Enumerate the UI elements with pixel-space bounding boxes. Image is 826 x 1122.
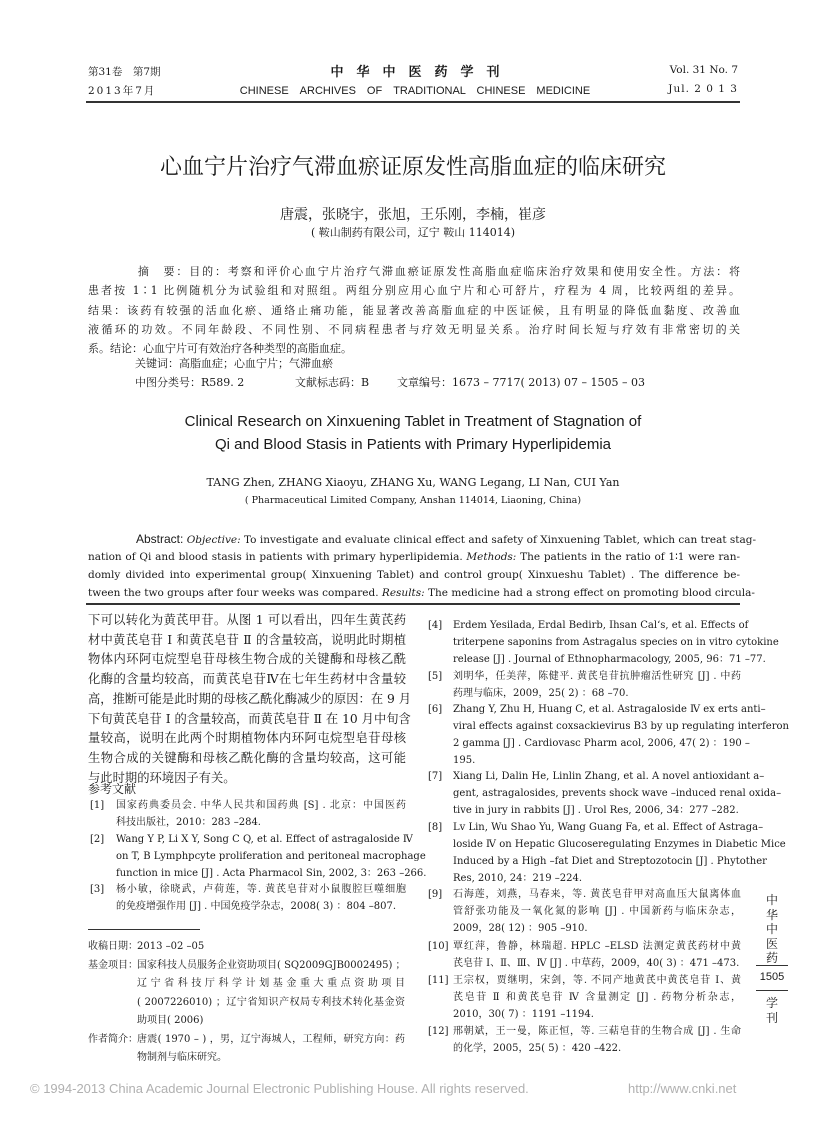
side-tab-bottom-text: 学 刊 <box>765 996 778 1025</box>
reference-line: 科技出版社，2010：283 –284. <box>116 817 261 828</box>
cnki-link[interactable]: http://www.cnki.net <box>628 1081 737 1096</box>
body-paragraph-line: 下旬黄芪皂苷 Ⅰ 的含量较高，而黄芪皂苷 Ⅱ 在 10 月中旬含 <box>88 711 411 726</box>
footnote-text: 2013 –02 –05 <box>137 941 205 952</box>
article-number-value: 1673 – 7717( 2013) 07 – 1505 – 03 <box>452 376 646 389</box>
body-paragraph-line: 化酶的含量均较高，而黄芪皂苷Ⅳ在七年生药材中含量较 <box>88 672 406 687</box>
footnote-label: 收稿日期： <box>88 941 138 952</box>
affiliation-cn: ( 鞍山制药有限公司，辽宁 鞍山 114014) <box>310 226 516 239</box>
clc-label: 中图分类号： <box>135 376 201 389</box>
abstract-en-line: domly divided into experimental group( Xinxuening Tablet) and control group( Xinxueshu Tablet) . The difference be- <box>88 569 740 581</box>
side-tab-bottom <box>756 996 788 1026</box>
header-rule <box>86 101 740 103</box>
body-paragraph-line: 材中黄芪皂苷 Ⅰ 和黄芪皂苷 Ⅱ 的含量较高，说明此时期植 <box>88 632 406 647</box>
journal-title-cn: 中 华 中 医 药 学 刊 <box>330 64 500 79</box>
reference-line: viral effects against coxsackievirus B3 by up regulating interferon <box>453 721 789 732</box>
reference-line: Lv Lin, Wu Shao Yu, Wang Guang Fa, et al. Effect of Astraga– <box>453 822 764 833</box>
abstract-cn-text: 目的：考察和评价心血宁片治疗气滞血瘀证原发性高脂血症临床治疗效果和使用安全性。方法：将 <box>189 265 741 278</box>
body-paragraph-line: 生物合成的关键酶和母核乙酰化酶的含量均较高，这可能 <box>88 750 406 765</box>
reference-line: Erdem Yesilada, Erdal Bedirb, Ihsan Cal‘s, et al. Effects of <box>453 620 749 631</box>
side-tab-top: 中 华 中 医 药 <box>765 893 778 965</box>
authors-en: TANG Zhen, ZHANG Xiaoyu, ZHANG Xu, WANG Legang, LI Nan, CUI Yan <box>206 476 620 489</box>
reference-line: Res, 2010, 24：219 –224. <box>453 873 582 884</box>
footnote-text: 辽宁省科技厅科学计划基金重大重点资助项目 <box>137 978 405 989</box>
reference-line: 芪皂苷 Ⅱ 和黄芪皂苷 Ⅳ 含量测定 [J] . 药物分析杂志， <box>453 992 741 1003</box>
methods-label: Methods: <box>466 551 517 563</box>
reference-line: 石海莲，刘燕，马春来，等. 黄芪皂苷甲对高血压大鼠离体血 <box>453 889 741 900</box>
reference-line: gent, astragalosides, prevents shock wave –induced renal oxida– <box>453 788 782 799</box>
reference-line: 覃红萍，鲁静，林瑞超. HPLC –ELSD 法测定黄芪药材中黄 <box>453 941 741 952</box>
reference-line: 王宗权，贾继明，宋剑，等. 不同产地黄芪中黄芪皂苷 Ⅰ、黄 <box>453 975 741 986</box>
abstract-cn-text: 系。结论：心血宁片可有效治疗各种类型的高脂血症。 <box>88 342 352 356</box>
journal-title-en: CHINESE ARCHIVES OF TRADITIONAL CHINESE MEDICINE <box>239 85 591 97</box>
date-cn: 2013年7月 <box>88 85 157 97</box>
reference-line: 邢朝斌，王一曼，陈正恒，等. 三萜皂苷的生物合成 [J] . 生命 <box>453 1026 741 1037</box>
body-paragraph-line: 量较高，说明在此两个时期植物体内环阿屯烷型皂苷母核 <box>88 731 406 746</box>
footnote-label: 基金项目： <box>88 959 138 971</box>
abstract-en-line <box>88 584 755 602</box>
reference-line: loside Ⅳ on Hepatic Glucoseregulating Enzymes in Diabetic Mice <box>453 839 786 850</box>
reference-number: [5] <box>428 671 443 682</box>
abstract-cn-line <box>88 301 740 320</box>
classification <box>135 374 646 390</box>
doc-code-value: B <box>361 376 370 389</box>
reference-line: 刘明华，任美萍，陈健平. 黄芪皂苷抗肿瘤活性研究 [J] . 中药 <box>453 671 741 682</box>
abstract-en-line <box>88 548 740 566</box>
reference-line: Wang Y P, Li X Y, Song C Q, et al. Effect of astragaloside Ⅳ <box>116 834 413 845</box>
article-title-en-line1: Clinical Research on Xinxuening Tablet in Treatment of Stagnation of <box>184 413 642 430</box>
reference-number: [8] <box>428 822 443 833</box>
abstract-cn-label: 摘 要： <box>136 265 190 278</box>
section-rule <box>86 603 740 605</box>
abstract-en-text: tween the two groups after four weeks was compared. <box>88 587 382 599</box>
side-tab-journal <box>756 893 788 966</box>
abstract-en-text: The patients in the ratio of 1∶1 were ran- <box>516 551 741 563</box>
abstract-en-text: The medicine had a strong effect on promoting blood circula- <box>424 587 755 599</box>
reference-number: [1] <box>90 800 105 811</box>
reference-number: [11] <box>428 975 449 986</box>
reference-line: 芪皂苷 Ⅰ、Ⅱ、Ⅲ、Ⅳ [J] . 中草药，2009，40( 3) ：471 –473. <box>453 958 740 969</box>
doc-code-label: 文献标志码： <box>295 376 361 389</box>
keywords <box>135 355 333 371</box>
abstract-cn-text: 液循环的功效。不同年龄段、不同性别、不同病程患者与疗效无明显关系。治疗时间长短与疗效有非常密切的关 <box>88 322 740 336</box>
abstract-en-line <box>88 530 757 549</box>
article-title-cn: 心血宁片治疗气滞血瘀证原发性高脂血症的临床研究 <box>159 154 666 179</box>
keywords-value: 高脂血症；心血宁片；气滞血瘀 <box>179 357 333 370</box>
reference-number: [10] <box>428 941 449 952</box>
abstract-cn-text: 结果：该药有较强的活血化瘀、通络止痛功能，能显著改善高脂血症的中医证候，且有明显的降低血黏度、改善血 <box>88 303 740 317</box>
reference-number: [6] <box>428 704 443 715</box>
abstract-cn-line <box>88 320 740 339</box>
footnote-text: 物制剂与临床研究。 <box>137 1052 227 1063</box>
volume-cn: 第31卷 第7期 <box>88 66 161 78</box>
references-heading: 参考文献 <box>88 782 137 796</box>
article-number <box>397 374 645 390</box>
article-title-en-line2: Qi and Blood Stasis in Patients with Primary Hyperlipidemia <box>215 436 611 453</box>
keywords-label: 关键词： <box>135 357 179 370</box>
reference-line: on T, B Lymphpcyte proliferation and peritoneal macrophage <box>116 851 426 862</box>
reference-line: 195. <box>453 755 476 766</box>
clc-value: R589. 2 <box>201 376 245 389</box>
reference-line: 管舒张功能及一氧化氮的影响 [J] . 中国新药与临床杂志， <box>453 906 741 917</box>
body-paragraph-line: 物体内环阿屯烷型皂苷母核生物合成的关键酶和母核乙酰 <box>88 652 406 667</box>
abstract-cn-line <box>88 262 740 281</box>
reference-line: release [J] . Journal of Ethnopharmacology, 2005, 96：71 –77. <box>453 654 766 665</box>
abstract-en-text: nation of Qi and blood stasis in patients with primary hyperlipidemia. <box>88 551 467 563</box>
body-paragraph-line: 与此时期的环境因子有关。 <box>88 770 236 785</box>
results-label: Results: <box>381 587 425 599</box>
reference-line: Zhang Y, Zhu H, Huang C, et al. Astragaloside Ⅳ ex erts anti– <box>453 704 766 715</box>
body-paragraph-line: 高，推断可能是此时期的母核乙酰化酶减少的原因：在 9 月 <box>88 691 412 706</box>
reference-line: 药理与临床，2009，25( 2) ：68 –70. <box>453 688 629 699</box>
body-paragraph-line: 下可以转化为黄芪甲苷。从图 1 可以看出，四年生黄芪药 <box>88 613 406 627</box>
abstract-en-text: To investigate and evaluate clinical effect and safety of Xinxuening Tablet, which can treat stag- <box>240 534 757 546</box>
footnote-label: 作者简介： <box>88 1033 138 1045</box>
side-rule <box>756 990 788 991</box>
reference-line: 2009，28( 12) ：905 –910. <box>453 923 588 934</box>
reference-line: Induced by a High –fat Diet and Streptozotocin [J] . Phytother <box>453 856 767 867</box>
abstract-en-label: Abstract: <box>136 532 184 546</box>
footnote-rule <box>88 929 200 930</box>
reference-number: [9] <box>428 889 443 900</box>
reference-number: [3] <box>90 884 105 895</box>
side-rule <box>756 965 788 966</box>
volume-en: Vol. 31 No. 7 <box>669 64 738 76</box>
footnote-text: 唐震( 1970 – ) ，男，辽宁海城人，工程师，研究方向：药 <box>137 1033 405 1045</box>
reference-line: 的免疫增强作用 [J] . 中国免疫学杂志，2008( 3) ：804 –807. <box>116 901 397 912</box>
footnote-text: 助项目( 2006) <box>137 1015 204 1026</box>
abstract-cn-text: 患者按 1∶1 比例随机分为试验组和对照组。两组分别应用心血宁片和心可舒片，疗程为 4 周，比较两组的差异。 <box>88 284 740 298</box>
footnote-text: ( 2007226010) ；辽宁省知识产权局专利技术转化基金资 <box>137 996 405 1008</box>
reference-line: 2 gamma [J] . Cardiovasc Pharm acol, 2006, 47( 2) ：190 – <box>453 738 750 749</box>
reference-line: 国家药典委员会. 中华人民共和国药典 [S] . 北京：中国医药 <box>116 800 406 811</box>
reference-number: [7] <box>428 771 443 782</box>
reference-line: 杨小敏，徐晓武，卢荷莲，等. 黄芪皂苷对小鼠腹腔巨噬细胞 <box>116 884 406 895</box>
reference-line: function in mice [J] . Acta Pharmacol Sin, 2002, 3：263 –266. <box>116 868 427 879</box>
abstract-cn-line <box>88 281 740 300</box>
copyright: © 1994-2013 China Academic Journal Electronic Publishing House. All rights reserved. <box>30 1081 529 1096</box>
authors-cn: 唐震，张晓宇，张旭，王乐刚，李楠，崔彦 <box>280 207 546 223</box>
reference-number: [2] <box>90 834 105 845</box>
reference-number: [4] <box>428 620 443 631</box>
page-number: 1505 <box>759 971 785 983</box>
reference-line: 2010，30( 7) ：1191 –1194. <box>453 1009 594 1020</box>
objective-label: Objective: <box>186 534 241 546</box>
reference-line: 的化学，2005，25( 5) ：420 –422. <box>453 1043 622 1054</box>
reference-number: [12] <box>428 1026 449 1037</box>
reference-line: Xiang Li, Dalin He, Linlin Zhang, et al. A novel antioxidant a– <box>453 771 765 782</box>
date-en: Jul. 2 0 1 3 <box>668 83 738 95</box>
footnote-text: 国家科技人员服务企业资助项目( SQ2009GJB0002495) ； <box>137 959 406 971</box>
article-number-label: 文章编号： <box>397 376 452 389</box>
affiliation-en: ( Pharmaceutical Limited Company, Anshan 114014, Liaoning, China) <box>244 495 582 506</box>
reference-line: tive in jury in rabbits [J] . Urol Res, 2006, 34：277 –282. <box>453 805 739 816</box>
doc-code <box>295 374 369 390</box>
reference-line: triterpene saponins from Astragalus species on in vitro cytokine <box>453 637 779 648</box>
